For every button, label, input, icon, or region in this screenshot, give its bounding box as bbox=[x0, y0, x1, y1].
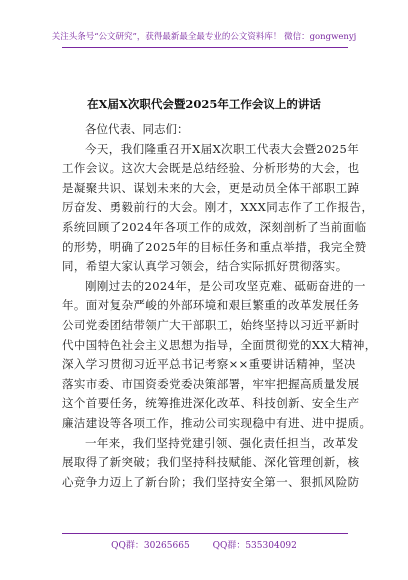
footer bbox=[0, 538, 408, 551]
body-line: 深入学习贯彻习近平总书记考察××重要讲话精神，坚决 bbox=[62, 357, 356, 372]
body-line: 一年来，我们坚持党建引领、强化责任担当，改革发 bbox=[85, 435, 359, 450]
body-line: 工作会议。这次大会既是总结经验、分析形势的大会，也 bbox=[62, 161, 360, 176]
qq-group-1: QQ群：30265665 bbox=[111, 541, 190, 551]
promo-banner: 关注头条号“公文研究”，获得最新最全最专业的公文资料库！ 微信：gongwenyj bbox=[51, 32, 357, 42]
qq-group-2: QQ群：535304092 bbox=[212, 541, 297, 551]
body-line: 年。面对复杂严峻的外部环境和艰巨繁重的改革发展任务 bbox=[62, 298, 360, 313]
document-body bbox=[62, 120, 377, 492]
body-line: 厉奋发、勇毅前行的大会。刚才，XXX同志作了工作报告， bbox=[62, 200, 374, 215]
body-line: 廉洁建设等各项工作，推动公司实现稳中有进、进中提质。 bbox=[62, 415, 372, 430]
salutation: 各位代表、同志们： bbox=[85, 122, 189, 136]
body-line: 的形势，明确了2025年的目标任务和重点举措，我完全赞 bbox=[62, 239, 367, 254]
body-line: 展取得了新突破；我们坚持科技赋能、深化管理创新，核 bbox=[62, 455, 360, 470]
body-line: 系统回顾了2024年各项工作的成效，深刻剖析了当前面临 bbox=[62, 219, 367, 234]
body-line: 公司党委团结带领广大干部职工，始终坚持以习近平新时 bbox=[62, 317, 360, 332]
body-line: 刚刚过去的2024年，是公司攻坚克难、砥砺奋进的一 bbox=[85, 278, 366, 293]
body-line: 同，希望大家认真学习领会，结合实际抓好贯彻落实。 bbox=[62, 259, 348, 274]
header-divider bbox=[62, 47, 348, 48]
body-line: 这个首要任务，统筹推进深化改革、科技创新、安全生产 bbox=[62, 396, 360, 411]
document-title: 在X届X次职代会暨2025年工作会议上的讲话 bbox=[87, 97, 321, 111]
body-line: 心竞争力迈上了新台阶；我们坚持安全第一、狠抓风险防 bbox=[62, 474, 360, 489]
body-line: 落实市委、市国资委党委决策部署，牢牢把握高质量发展 bbox=[62, 376, 360, 391]
body-line: 今天，我们隆重召开X届X次职工代表大会暨2025年 bbox=[85, 141, 360, 156]
body-line: 代中国特色社会主义思想为指导，全面贯彻党的XX大精神， bbox=[62, 337, 377, 352]
footer-divider bbox=[62, 533, 348, 534]
body-line: 是凝聚共识、谋划未来的大会，更是动员全体干部职工踔 bbox=[62, 180, 360, 195]
